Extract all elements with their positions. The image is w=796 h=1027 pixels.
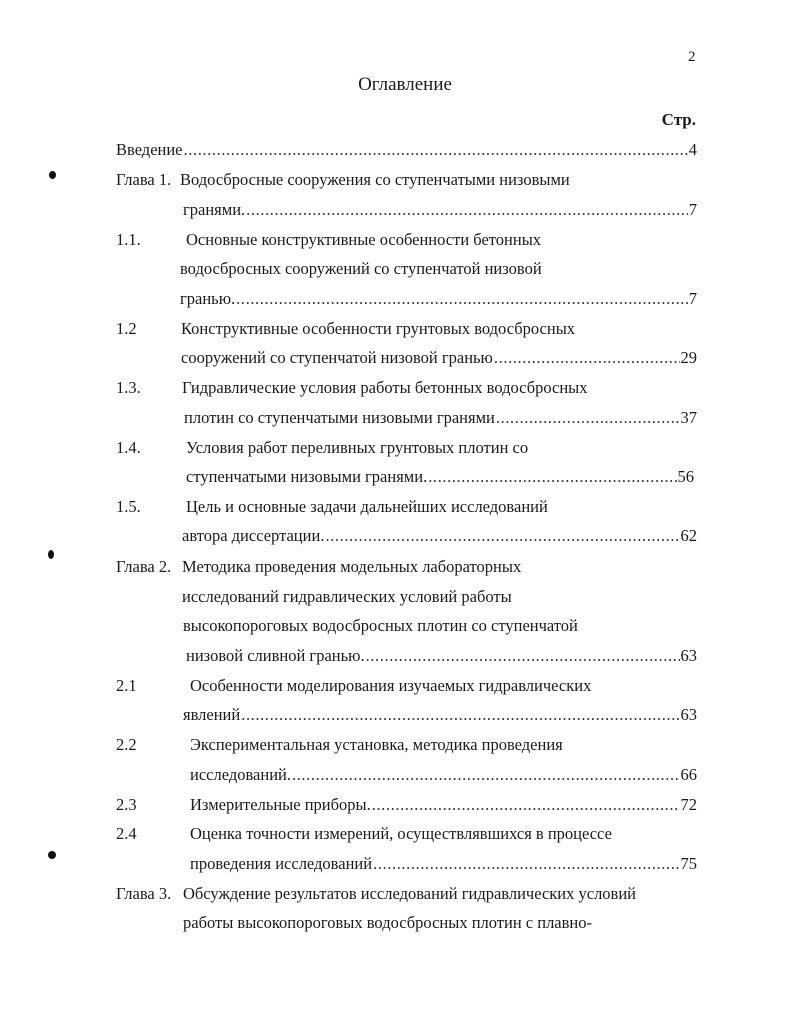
toc-entry-number: Глава 3. (116, 884, 172, 903)
toc-entry-text: Водосбросные сооружения со ступенчатыми низовыми (180, 170, 570, 189)
scan-speck (48, 550, 54, 559)
dot-leader (241, 705, 679, 725)
dot-leader (366, 646, 680, 666)
toc-entry-number: 2.2 (116, 735, 137, 754)
dot-leader (496, 408, 680, 428)
toc-entry-text: исследований гидравлических условий работы (182, 587, 512, 606)
toc-entry-number: 2.4 (116, 824, 137, 843)
toc-entry-text: Измерительные приборы. (190, 795, 371, 814)
dot-leader (325, 526, 679, 546)
toc-entry-text: явлений (183, 705, 241, 724)
toc-entry-page: 72 (680, 795, 697, 814)
toc-line (184, 408, 697, 428)
toc-line (190, 795, 697, 815)
toc-entry-text: Конструктивные особенности грунтовых водосбросных (181, 319, 576, 338)
toc-entry-page: 63 (680, 705, 697, 724)
toc-line (181, 348, 697, 368)
toc-entry-text: автора диссертации. (182, 526, 325, 545)
toc-entry-text: Гидравлические условия работы бетонных водосбросных (182, 378, 588, 397)
toc-entry-text: Основные конструктивные особенности бетонных (186, 230, 542, 249)
toc-entry-text: сооружений со ступенчатой низовой гранью (181, 348, 493, 367)
toc-entry-text: низовой сливной гранью. (186, 646, 365, 665)
toc-line (182, 526, 697, 546)
toc-line (183, 705, 697, 725)
toc-entry-page: 63 (680, 646, 697, 665)
toc-entry-text: проведения исследований (190, 854, 373, 873)
toc-entry-text: плотин со ступенчатыми низовыми гранями (184, 408, 495, 427)
toc-line (183, 200, 697, 220)
toc-entry-text: Методика проведения модельных лабораторных (182, 557, 522, 576)
toc-entry-text: водосбросных сооружений со ступенчатой низовой (180, 259, 542, 278)
toc-entry-number: 1.5. (116, 497, 141, 516)
toc-entry-page: 66 (680, 765, 697, 784)
toc-line (190, 854, 697, 874)
toc-entry-page: 62 (680, 526, 697, 545)
dot-leader (494, 348, 680, 368)
toc-entry-number: 2.1 (116, 676, 137, 695)
toc-entry-text: гранями. (183, 200, 246, 219)
dot-leader (246, 200, 688, 220)
scan-speck (49, 171, 56, 179)
toc-entry-number: 1.4. (116, 438, 141, 457)
toc-entry-page: 37 (680, 408, 697, 427)
toc-entry-page: 4 (688, 140, 697, 159)
toc-entry-page: 75 (680, 854, 697, 873)
dot-leader (372, 795, 680, 815)
toc-entry-page: 29 (680, 348, 697, 367)
toc-line (180, 289, 697, 309)
page-number: 2 (688, 49, 696, 65)
toc-line (116, 140, 697, 160)
dot-leader (292, 765, 680, 785)
dot-leader (373, 854, 679, 874)
toc-entry-text: Цель и основные задачи дальнейших исследований (186, 497, 548, 516)
toc-entry-text: ступенчатыми низовыми гранями. (186, 467, 428, 486)
dot-leader (236, 289, 688, 309)
dot-leader (184, 140, 688, 160)
toc-entry-page: 7 (688, 289, 697, 308)
toc-line (186, 646, 697, 666)
scan-speck (48, 851, 56, 859)
toc-entry-text: Оценка точности измерений, осуществлявшихся в процессе (190, 824, 612, 843)
toc-entry-text: гранью. (180, 289, 236, 308)
toc-entry-text: Введение (116, 140, 183, 159)
toc-entry-number: 1.2 (116, 319, 137, 338)
toc-entry-text: исследований. (190, 765, 291, 784)
page-column-header: Стр. (661, 110, 696, 129)
toc-entry-number: Глава 2. (116, 557, 172, 576)
toc-entry-number: Глава 1. (116, 170, 172, 189)
toc-title: Оглавление (358, 74, 452, 95)
toc-entry-number: 1.3. (116, 378, 141, 397)
toc-entry-text: Условия работ переливных грунтовых плотин со (186, 438, 529, 457)
toc-line (190, 765, 697, 785)
toc-entry-number: 1.1. (116, 230, 141, 249)
toc-entry-text: высокопороговых водосбросных плотин со ступенчатой (183, 616, 578, 635)
toc-entry-text: Обсуждение результатов исследований гидравлических условий (183, 884, 637, 903)
toc-entry-number: 2.3 (116, 795, 137, 814)
toc-entry-page: 56 (677, 467, 694, 486)
toc-line (186, 467, 694, 487)
toc-entry-text: Особенности моделирования изучаемых гидравлических (190, 676, 592, 695)
toc-entry-page: 7 (688, 200, 697, 219)
dot-leader (428, 467, 676, 487)
toc-entry-text: Экспериментальная установка, методика проведения (190, 735, 563, 754)
toc-entry-text: работы высокопороговых водосбросных плотин с плавно- (183, 913, 592, 932)
